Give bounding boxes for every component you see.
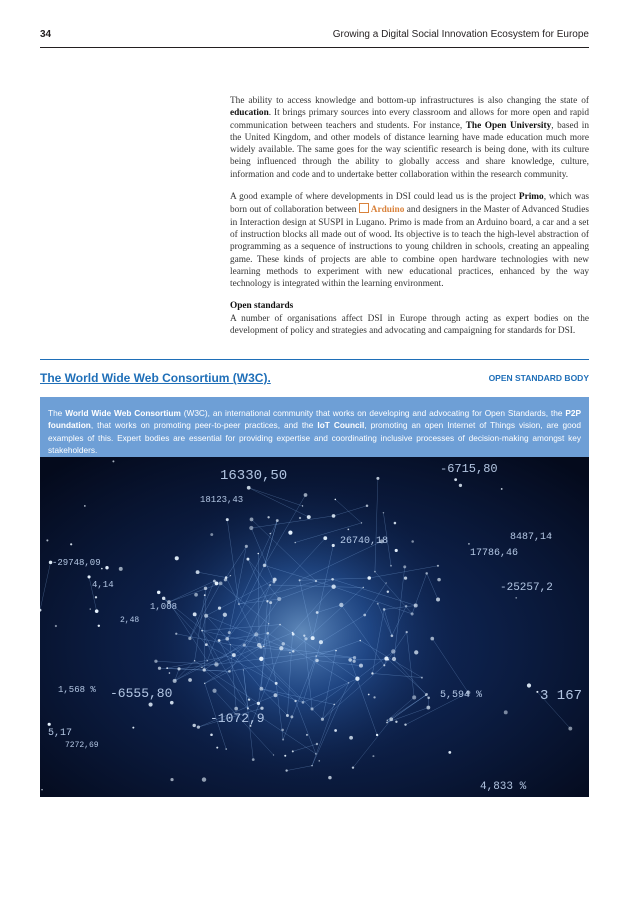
photo-number: 5,17 (48, 728, 73, 739)
network-node (331, 578, 334, 581)
network-node (376, 734, 378, 736)
network-node (247, 558, 250, 561)
network-node (87, 575, 90, 578)
network-node (281, 729, 284, 732)
network-node (305, 637, 308, 640)
page-header (40, 29, 589, 45)
network-node (448, 751, 451, 754)
network-node (41, 789, 43, 791)
network-node (536, 691, 538, 693)
network-node (158, 667, 161, 670)
network-node (212, 689, 216, 693)
network-node (210, 733, 213, 736)
network-node (299, 579, 301, 581)
network-node (202, 777, 206, 781)
network-node (332, 544, 335, 547)
network-globe-graphic (40, 457, 589, 797)
network-node (266, 632, 269, 635)
network-node (334, 729, 337, 732)
network-node (230, 575, 231, 576)
network-node (112, 460, 114, 462)
network-node (192, 724, 195, 727)
network-node (263, 564, 266, 567)
network-node (294, 700, 296, 702)
network-node (395, 721, 397, 723)
network-node (368, 694, 370, 696)
network-node (421, 677, 423, 679)
network-node (292, 650, 295, 653)
photo-number: 2,48 (120, 616, 140, 625)
network-node (266, 600, 268, 602)
network-node (169, 672, 171, 674)
photo-number: -25257,2 (500, 582, 553, 594)
network-node (383, 512, 384, 513)
network-node (426, 706, 430, 710)
network-node (95, 609, 99, 613)
network-node (275, 682, 278, 685)
network-node (335, 650, 337, 652)
paragraph-open-standards (230, 300, 589, 337)
network-node (269, 533, 271, 535)
network-node (315, 580, 317, 582)
network-node (119, 567, 123, 571)
case-study-text (48, 407, 581, 457)
network-node (374, 571, 376, 573)
network-node (249, 526, 253, 530)
network-node (404, 723, 406, 725)
network-node (213, 580, 216, 583)
network-node (207, 660, 208, 661)
network-node (403, 565, 406, 568)
network-node (157, 591, 160, 594)
network-node (214, 662, 218, 666)
network-node (363, 587, 364, 588)
network-node (224, 578, 227, 581)
network-node (383, 664, 385, 666)
network-node (260, 707, 263, 710)
photo-number: 8487,14 (510, 532, 553, 543)
network-node (392, 657, 396, 661)
network-node (170, 778, 173, 781)
network-node (359, 664, 363, 668)
network-node (162, 597, 165, 600)
network-node (205, 643, 208, 646)
case-study-tag: OPEN STANDARD BODY (488, 373, 589, 383)
photo-number: 5,594 % (440, 690, 483, 701)
network-node (201, 667, 202, 668)
network-node (292, 750, 294, 752)
arduino-link[interactable]: Arduino (370, 205, 405, 216)
network-node (311, 765, 313, 767)
network-node (306, 734, 308, 736)
bold-iot-council: IoT Council (317, 420, 365, 431)
paragraph-education (230, 95, 589, 181)
network-node (263, 646, 265, 648)
photo-number: -1072,9 (210, 711, 265, 726)
network-node (335, 499, 337, 501)
network-node (307, 515, 311, 519)
bold-primo: Primo (518, 192, 544, 203)
network-node (170, 701, 174, 705)
network-node (332, 514, 336, 518)
network-node (252, 758, 255, 761)
network-node (304, 493, 308, 497)
network-node (226, 518, 229, 521)
network-node (315, 655, 317, 657)
network-node (316, 611, 319, 614)
network-node (219, 581, 223, 585)
network-node (46, 539, 48, 541)
network-node (204, 614, 208, 618)
network-node (288, 531, 292, 535)
network-node (405, 605, 407, 607)
network-node (228, 670, 231, 673)
network-node (303, 635, 305, 637)
network-node (247, 707, 249, 709)
network-node (361, 522, 362, 523)
network-node (223, 613, 227, 617)
network-node (302, 701, 305, 704)
network-node (384, 657, 388, 661)
text-run: , promoting an open Internet of Things vision, are good examples of this. Expert bodies are essential for providing expertise and coordinating inclusive processes of decision-making amongst key stakeholders. (48, 420, 582, 456)
network-node (248, 698, 250, 700)
network-node (175, 556, 179, 560)
photo-number: 3 167 (540, 688, 583, 704)
network-node (290, 715, 293, 718)
network-node (371, 672, 373, 674)
photo-number: 18123,43 (200, 495, 244, 505)
bold-open-university: The Open University (465, 120, 552, 131)
network-node (234, 707, 238, 711)
text-run: , based in the United Kingdom, and other models of distance learning have made education much more widely available. The same goes for the way scientific research is being done, with its culture being influenced through the ability to globally access and share knowledge, culture, information and code and to undertake better collaboration within the research community. (230, 120, 590, 180)
network-node (411, 540, 414, 543)
network-node (216, 747, 218, 749)
network-node (259, 646, 262, 649)
network-node (232, 653, 236, 657)
network-node (279, 646, 283, 650)
network-node (218, 639, 221, 642)
header-rule (40, 47, 589, 48)
network-node (328, 776, 332, 780)
network-node (386, 722, 388, 724)
case-study-box (40, 397, 589, 457)
network-node (425, 693, 428, 696)
network-node (289, 652, 290, 653)
photo-number: 26740,18 (340, 536, 389, 547)
network-node (349, 736, 353, 740)
network-node (501, 488, 503, 490)
network-node (318, 760, 320, 762)
network-node (194, 660, 195, 661)
network-node (459, 484, 462, 487)
network-node (245, 545, 248, 548)
network-node (387, 591, 389, 593)
network-node (515, 597, 517, 599)
network-node (386, 582, 387, 583)
open-standards-text: A number of organisations affect DSI in Europe through acting as expert bodies on the development of policy and strategies and advocating and campaigning for standards for DSI. (230, 313, 589, 337)
running-title: Growing a Digital Social Innovation Ecosystem for Europe (332, 29, 589, 40)
case-study-divider (40, 359, 589, 360)
text-run: . It brings primary sources into every classroom and allows for more open and rapid communication between teachers and students. For instance, (230, 108, 589, 131)
network-node (267, 516, 269, 518)
network-node (292, 632, 294, 634)
network-node (166, 667, 168, 669)
network-node (188, 637, 191, 640)
network-node (377, 603, 379, 605)
network-node (391, 634, 394, 637)
network-node (436, 598, 440, 602)
network-node (285, 769, 287, 771)
photo-number: 17786,46 (470, 548, 519, 559)
network-node (339, 603, 343, 607)
network-node (218, 607, 221, 610)
network-node (348, 658, 352, 662)
network-node (414, 650, 418, 654)
network-node (210, 533, 213, 536)
network-node (259, 657, 263, 661)
network-node (204, 594, 206, 596)
network-node (204, 587, 207, 590)
text-run: , that works on promoting peer-to-peer practices, and the (90, 420, 318, 431)
network-node (268, 623, 269, 624)
network-node (353, 656, 356, 659)
network-node (367, 576, 371, 580)
network-node (228, 631, 231, 634)
network-node (299, 517, 301, 519)
photo-number: -6555,80 (110, 686, 173, 701)
network-node (204, 683, 205, 684)
text-run: (W3C), an international community that works on developing and advocating for Open Standards, the (180, 408, 566, 418)
network-node (282, 739, 284, 741)
network-node (437, 565, 439, 567)
network-node (390, 565, 392, 567)
network-node (414, 603, 418, 607)
network-node (454, 478, 457, 481)
network-node (243, 644, 246, 647)
network-node (468, 543, 470, 545)
network-node (188, 678, 192, 682)
network-node (294, 542, 296, 544)
network-node (319, 640, 323, 644)
paragraph-primo (230, 191, 589, 290)
network-node (243, 669, 244, 670)
open-standards-heading: Open standards (230, 301, 294, 312)
network-node (373, 696, 375, 698)
network-node (257, 553, 259, 555)
network-node (425, 572, 428, 575)
network-globe-photo (40, 457, 589, 797)
network-node (84, 505, 86, 507)
network-node (389, 717, 393, 721)
network-node (101, 568, 103, 570)
network-node (311, 707, 314, 710)
network-node (197, 725, 200, 728)
network-node (193, 612, 197, 616)
network-node (177, 667, 180, 670)
network-node (247, 486, 251, 490)
network-node (412, 695, 416, 699)
bold-p2p-foundation: P2P foundation (48, 408, 582, 431)
network-node (394, 522, 397, 525)
text-run: The (48, 408, 66, 418)
network-node (175, 633, 177, 635)
network-node (323, 536, 327, 540)
photo-number: 16330,50 (220, 468, 288, 484)
network-node (363, 614, 366, 617)
network-node (316, 743, 318, 745)
network-node (269, 584, 271, 586)
text-run: , which was born out of collaboration between (230, 192, 589, 216)
network-node (154, 660, 157, 663)
network-node (259, 687, 263, 691)
network-node (225, 637, 229, 641)
network-node (568, 727, 572, 731)
bold-education: education (230, 108, 269, 119)
network-node (173, 679, 177, 683)
network-node (203, 668, 206, 671)
network-node (238, 603, 240, 605)
network-node (90, 608, 91, 609)
network-node (70, 543, 72, 545)
network-node (282, 642, 285, 645)
text-run: and designers in the Master of Advanced Studies in Interaction design at SUSPI in Lugano. Primo is made from an Arduino board, a car and a set of instruction blocks all made out of wood. Its objective is to teach the high-level abstraction of programming as a sequence of instructions to young children in schools, creating an appealing game. These kinds of projects are able to combine open hardware technologies with new learning methods to experiment with new educational practices, enhanced by the way technology is integrated within the learning environment. (230, 205, 589, 290)
network-node (372, 755, 374, 757)
photo-number: 1,008 (150, 602, 178, 612)
network-node (257, 702, 260, 705)
case-study-title[interactable]: The World Wide Web Consortium (W3C). (40, 371, 271, 385)
network-node (411, 612, 414, 615)
network-node (105, 566, 108, 569)
network-node (254, 632, 258, 636)
network-node (348, 682, 349, 683)
network-node (404, 577, 407, 580)
network-node (273, 578, 277, 582)
network-node (279, 624, 281, 626)
network-node (355, 677, 359, 681)
network-node (315, 753, 317, 755)
photo-number: -29748,09 (52, 558, 101, 568)
network-node (427, 697, 430, 700)
network-node (230, 644, 231, 645)
network-node (302, 505, 303, 506)
text-run: The ability to access knowledge and bottom-up infrastructures is also changing the state of (230, 96, 589, 106)
network-node (352, 766, 354, 768)
network-node (284, 755, 286, 757)
network-node (331, 585, 335, 589)
body-column (230, 95, 589, 347)
network-node (383, 608, 386, 611)
network-node (225, 748, 227, 750)
network-node (95, 596, 97, 598)
network-node (353, 660, 356, 663)
network-node (269, 601, 272, 604)
network-node (359, 640, 361, 642)
photo-number: 4,833 % (480, 781, 527, 793)
network-node (98, 625, 100, 627)
network-node (55, 625, 57, 627)
network-node (276, 519, 279, 522)
page-number: 34 (40, 29, 52, 40)
network-node (48, 723, 51, 726)
link-box-icon (359, 203, 369, 213)
network-node (437, 578, 441, 582)
network-node (391, 649, 395, 653)
network-node (366, 504, 369, 507)
network-node (527, 683, 531, 687)
network-node (194, 593, 198, 597)
network-node (376, 477, 379, 480)
network-node (406, 631, 408, 633)
network-node (277, 597, 281, 601)
network-node (273, 693, 277, 697)
network-node (273, 754, 274, 755)
bold-w3c: World Wide Web Consortium (65, 408, 181, 418)
network-node (504, 710, 508, 714)
text-run: A good example of where developments in DSI could lead us is the project (230, 192, 519, 203)
network-node (149, 702, 153, 706)
photo-number: 4,14 (92, 580, 114, 590)
network-node (430, 637, 434, 641)
network-node (333, 704, 335, 706)
network-node (315, 659, 318, 662)
network-node (311, 636, 315, 640)
network-node (395, 549, 398, 552)
network-node (250, 518, 254, 522)
network-node (201, 630, 203, 632)
network-node (196, 570, 200, 574)
photo-number: 7272,69 (65, 741, 99, 750)
network-node (347, 529, 349, 531)
photo-number: -6715,80 (440, 462, 498, 476)
network-node (321, 718, 324, 721)
network-node (387, 720, 389, 722)
network-node (132, 727, 134, 729)
network-node (286, 714, 289, 717)
photo-number: 1,568 % (58, 685, 96, 695)
